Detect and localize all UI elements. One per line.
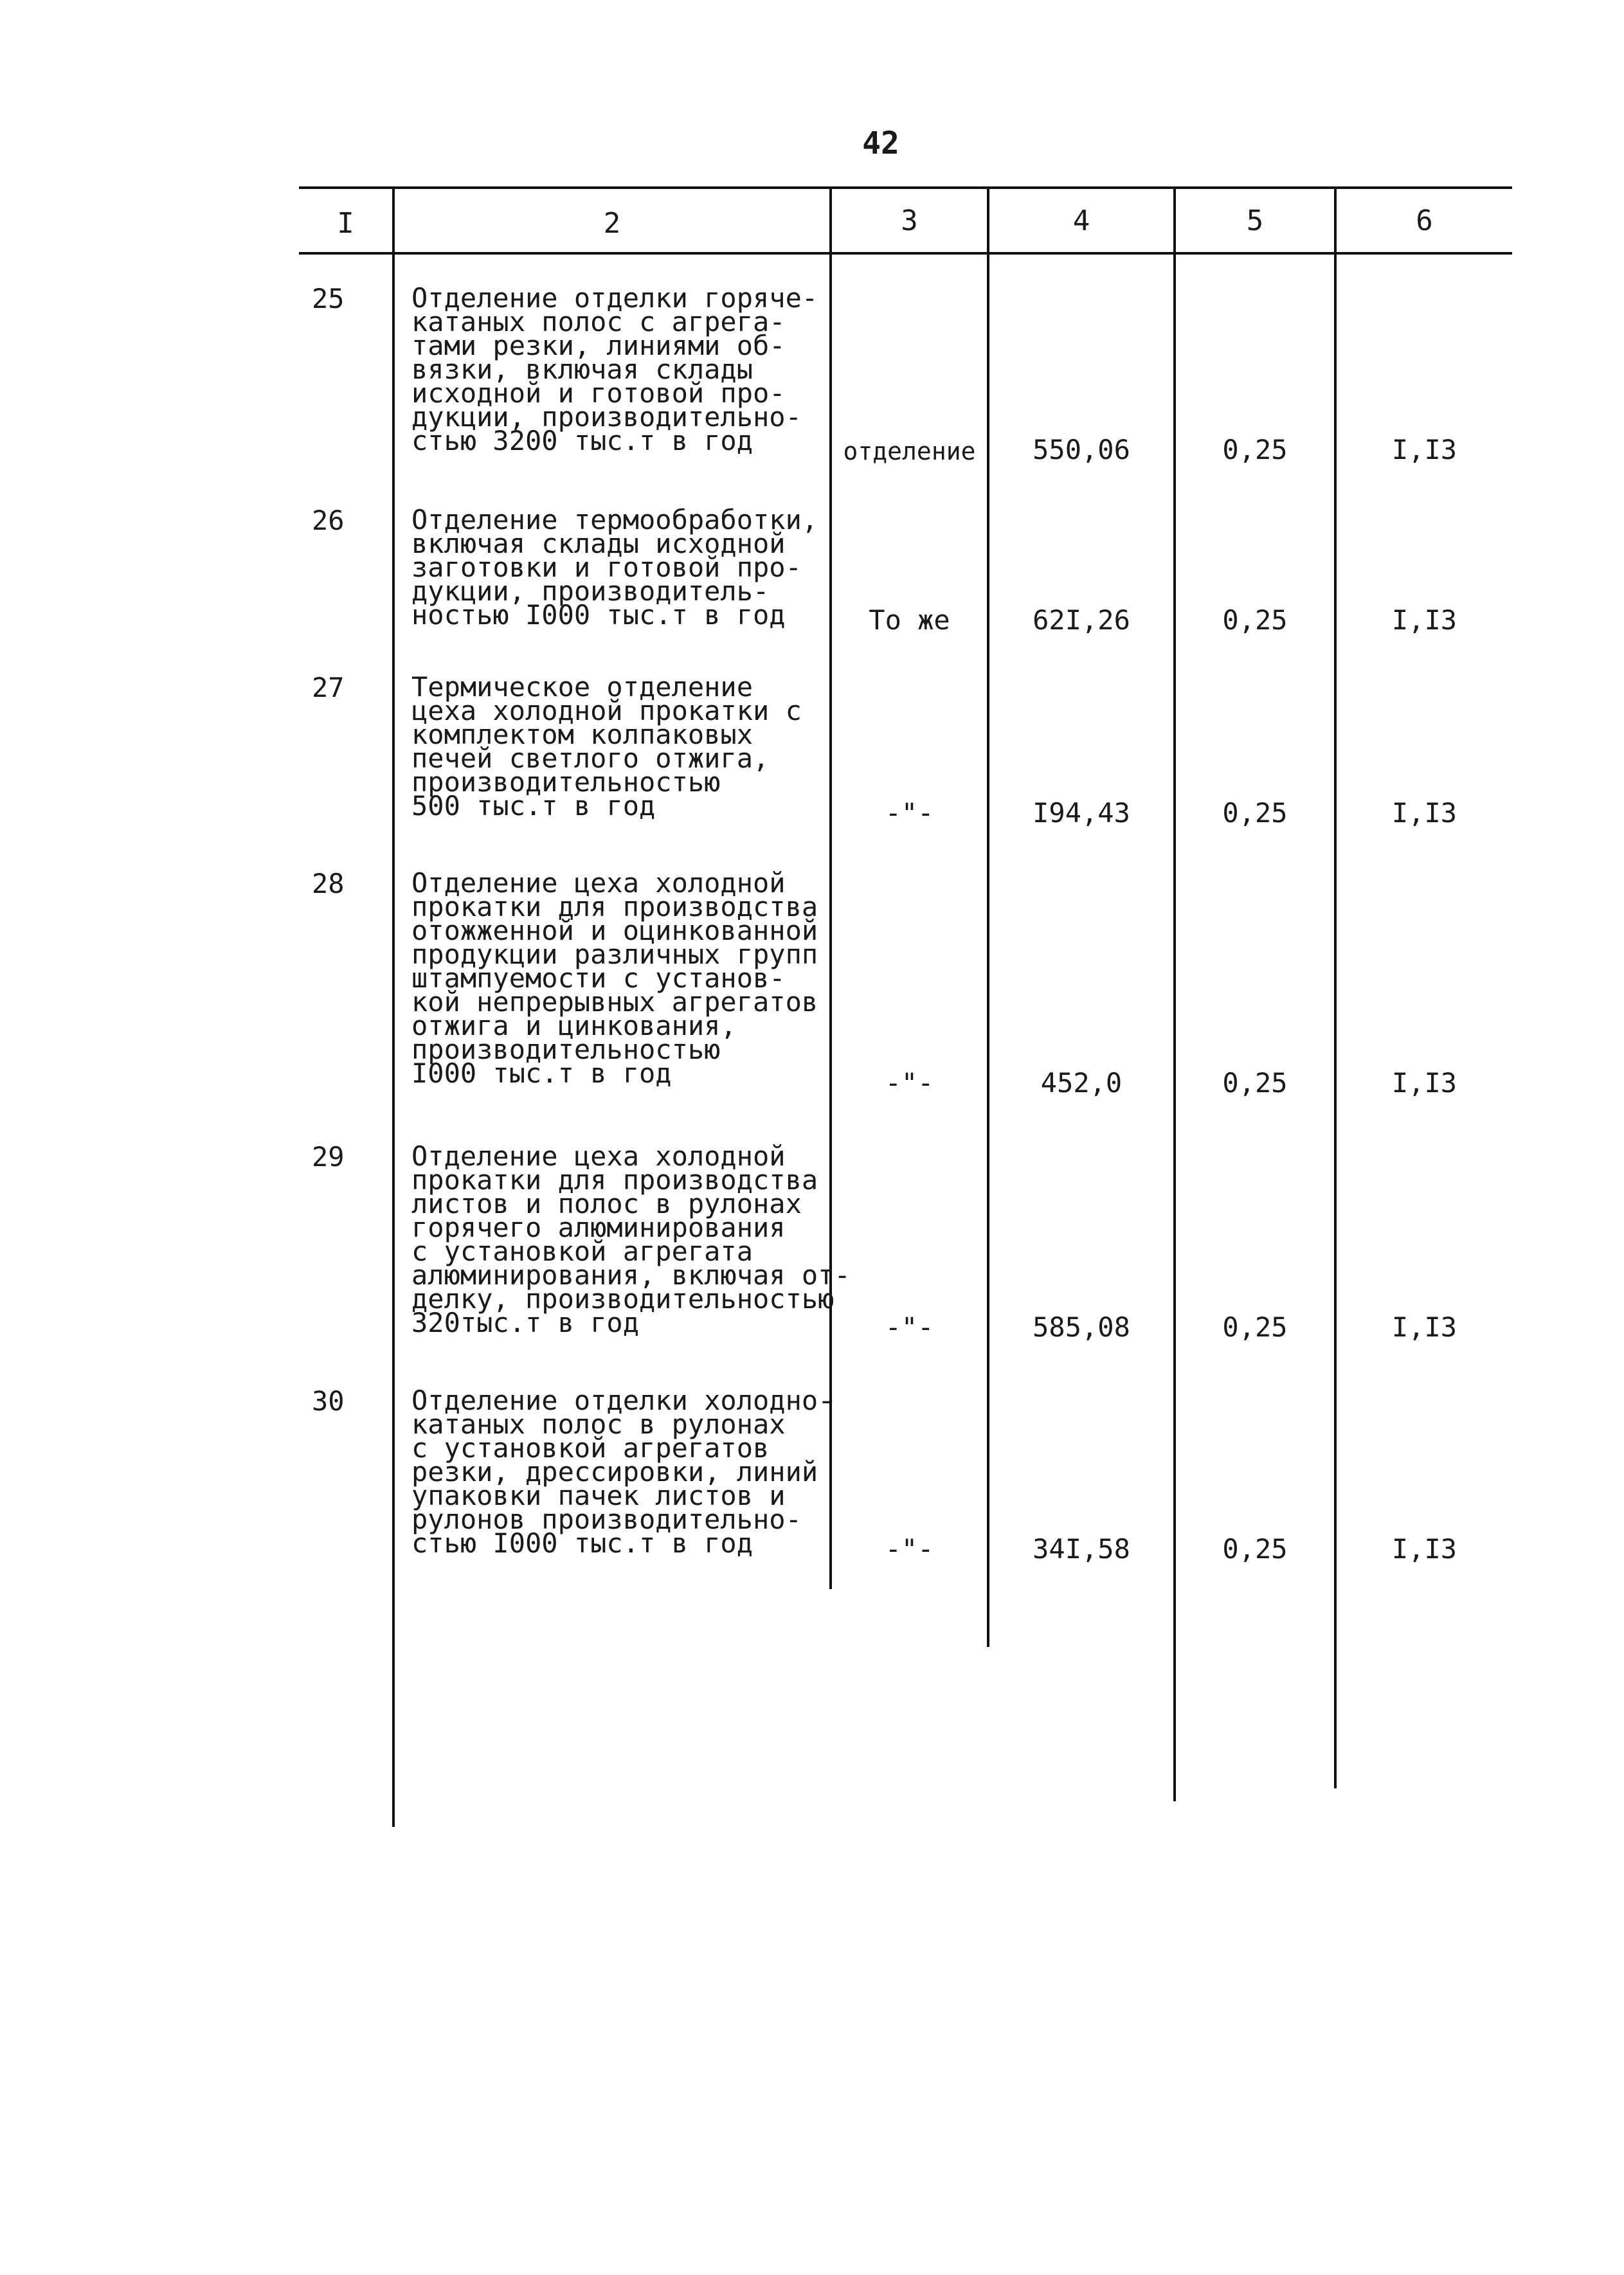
row-value: 452,0 xyxy=(1040,1067,1123,1099)
row-unit: -"- xyxy=(885,1533,934,1565)
row-coefficient: 0,25 xyxy=(1222,797,1288,829)
row-value: 62I,26 xyxy=(1033,604,1130,636)
row-description: Отделение термообработки, включая склады исходной заготовки и готовой про- дукции, производитель- ностью I000 тыс.т в год xyxy=(411,504,818,631)
row-description: Отделение отделки горяче- катаных полос с агрега- тами резки, линиями об- вязки, включая склады исходной и готовой про- дукции, производительно- стью 3200 тыс.т в год xyxy=(411,282,818,456)
row-description: Отделение цеха холодной прокатки для производства листов и полос в рулонах горячего алюминирования с установкой агрегата алюминирования, включая от- делку, производительностью 320тыс.т в год xyxy=(411,1140,851,1338)
page-number: 42 xyxy=(862,125,899,161)
row-number: 26 xyxy=(312,505,345,536)
row-reference: I,I3 xyxy=(1391,1067,1457,1099)
row-number: 27 xyxy=(312,672,345,703)
row-value: I94,43 xyxy=(1033,797,1130,829)
row-unit: -"- xyxy=(885,1311,934,1343)
row-description: Термическое отделение цеха холодной прокатки с комплектом колпаковых печей светлого отжига, производительностью 500 тыс.т в год xyxy=(411,671,802,822)
row-coefficient: 0,25 xyxy=(1222,1067,1288,1099)
row-unit: -"- xyxy=(885,1067,934,1099)
row-description: Отделение отделки холодно- катаных полос в рулонах с установкой агрегатов резки, дрессировки, линий упаковки пачек листов и рулонов производительно- стью I000 тыс.т в год xyxy=(411,1385,835,1559)
row-unit: -"- xyxy=(885,797,934,829)
row-reference: I,I3 xyxy=(1391,1533,1457,1565)
row-reference: I,I3 xyxy=(1391,797,1457,829)
row-unit: отделение xyxy=(843,437,976,465)
row-value: 34I,58 xyxy=(1033,1533,1130,1565)
row-number: 25 xyxy=(312,283,345,314)
column-header: 2 xyxy=(603,207,621,240)
column-divider-2 xyxy=(829,188,832,1589)
row-unit: То же xyxy=(869,604,950,636)
row-number: 28 xyxy=(312,868,345,899)
column-header: 4 xyxy=(1072,204,1090,237)
row-description: Отделение цеха холодной прокатки для производства отожженной и оцинкованной продукции различных групп штампуемости с установ- кой непрерывных агрегатов отжига и цинкования, производительностью I000 тыс.т в год xyxy=(411,867,818,1089)
column-header: 6 xyxy=(1416,204,1433,237)
row-number: 30 xyxy=(312,1385,345,1417)
column-divider-1 xyxy=(392,188,395,1827)
row-coefficient: 0,25 xyxy=(1222,1311,1288,1343)
column-header: I xyxy=(337,207,354,240)
table-top-rule xyxy=(299,186,1512,189)
row-reference: I,I3 xyxy=(1391,604,1457,636)
row-reference: I,I3 xyxy=(1391,434,1457,465)
row-coefficient: 0,25 xyxy=(1222,604,1288,636)
column-header: 5 xyxy=(1246,204,1264,237)
row-coefficient: 0,25 xyxy=(1222,434,1288,465)
row-number: 29 xyxy=(312,1141,345,1173)
row-value: 585,08 xyxy=(1033,1311,1130,1343)
row-value: 550,06 xyxy=(1033,434,1130,465)
header-bottom-rule xyxy=(299,252,1512,255)
column-divider-3 xyxy=(987,188,989,1647)
row-coefficient: 0,25 xyxy=(1222,1533,1288,1565)
row-reference: I,I3 xyxy=(1391,1311,1457,1343)
column-header: 3 xyxy=(901,204,918,237)
